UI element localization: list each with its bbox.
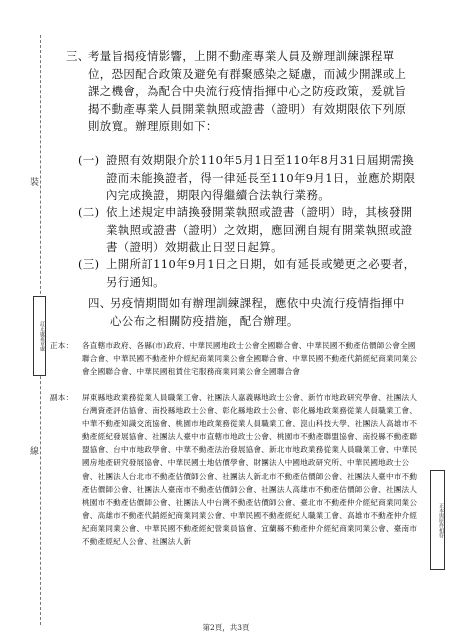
section-3-item-1 bbox=[78, 152, 416, 205]
copy-recipients bbox=[50, 391, 422, 548]
item-number: (一) bbox=[78, 153, 100, 167]
original-label: 正本： bbox=[50, 341, 74, 350]
section-4 bbox=[88, 295, 416, 330]
item-text: 依上述規定申請換發開業執照或證書（證明）時，其核發開業執照或證書（證明）之效期，應回溯自規有開業執照或證書（證明）效期截止日翌日起算。 bbox=[106, 205, 413, 255]
copy-text: 屏東縣地政業務從業人員職業工會、社團法人嘉義縣地政士公會、新竹市地政研究學會、社團法人台灣資產評估協會、南投縣地政士公會、彰化縣地政士公會、彰化縣地政業務從業人員職業工會、中華不動產知識交流協會、桃園市地政業務從業人員職業工會、崑山科技大學、社團法人高雄市不動產經紀發展協會、社團法人臺中市直轄市地政士公會、桃園市不動產聯盟協會、南投縣不動產聯盟協會、台中市地政學會、中華不動產法治發展協會、新北市地政業務從業人員職業工會、中華民國房地產研究發展協會、中華民國土地估價學會、財團法人中國地政研究所、中華民國地政士公會、社團法人台北市不動產估價師公會、社團法人新北市不動產估價師公會、社團法人臺中市不動產估價師公會、社團法人臺南市不動產估價師公會、社團法人高雄市不動產估價師公會、社團法人桃園市不動產估價師公會、社團法人中台灣不動產估價師公會、臺北市不動產仲介經紀商業同業公會、高雄市不動產代銷經紀商業同業公會、中華民國不動產經紀人職業工會、高雄市不動產仲介經紀商業同業公會、中華民國不動產經紀營業員協會、宜蘭縣不動產仲介經紀商業同業公會、臺南市不動產經紀人公會、社團法人新 bbox=[82, 393, 418, 547]
item-text: 上開所訂110年9月1日之日期，如有延長或變更之必要者，另行通知。 bbox=[106, 257, 416, 289]
section-3-item-2 bbox=[78, 204, 416, 257]
binding-char-top: 裝 bbox=[30, 178, 40, 188]
section-4-number: 四、 bbox=[88, 296, 112, 310]
section-3-number: 三、 bbox=[66, 49, 90, 63]
original-text: 各直轄市政府、各縣(市)政府、中華民國地政士公會全國聯合會、中華民國不動產估價師公會全國聯合會、中華民國不動產仲介經紀商業同業公會全國聯合會、中華民國不動產代銷經紀商業同業公會全國聯合會、中華民國租賃住宅服務商業同業公會全國聯合會 bbox=[82, 341, 418, 377]
item-text: 證照有效期限介於110年5月1日至110年8月31日屆期需換證而未能換證者，得一律延長至110年9月1日，並應於期限內完成換證，期限內得繼續合法執行業務。 bbox=[106, 153, 416, 203]
section-4-text: 另疫情期間如有辦理訓練課程，應依中央流行疫情指揮中心公布之相關防疫措施，配合辦理。 bbox=[110, 296, 405, 328]
section-3 bbox=[66, 48, 416, 136]
item-number: (三) bbox=[78, 257, 100, 271]
section-3-item-3 bbox=[78, 256, 416, 291]
copy-label: 副本： bbox=[50, 393, 74, 402]
section-3-text: 考量旨揭疫情影響，上開不動產專業人員及辦理訓練課程單位，恐因配合政策及避免有群聚感染之疑慮，而減少開課或上課之機會，為配合中央流行疫情指揮中心之防疫政策，爰就旨揭不動產專業人員開業執照或證書（證明）有效期限依下列原則放寬。辦理原則如下： bbox=[88, 49, 407, 134]
original-recipients bbox=[50, 339, 422, 378]
correction-stamp: 訂正處蓋章處 bbox=[33, 296, 46, 376]
verification-stamp: 正本與原件相符 bbox=[430, 470, 445, 570]
page-number: 第2頁，共3頁 bbox=[202, 623, 250, 632]
item-number: (二) bbox=[78, 205, 100, 219]
binding-char-bottom: 線 bbox=[30, 447, 40, 457]
